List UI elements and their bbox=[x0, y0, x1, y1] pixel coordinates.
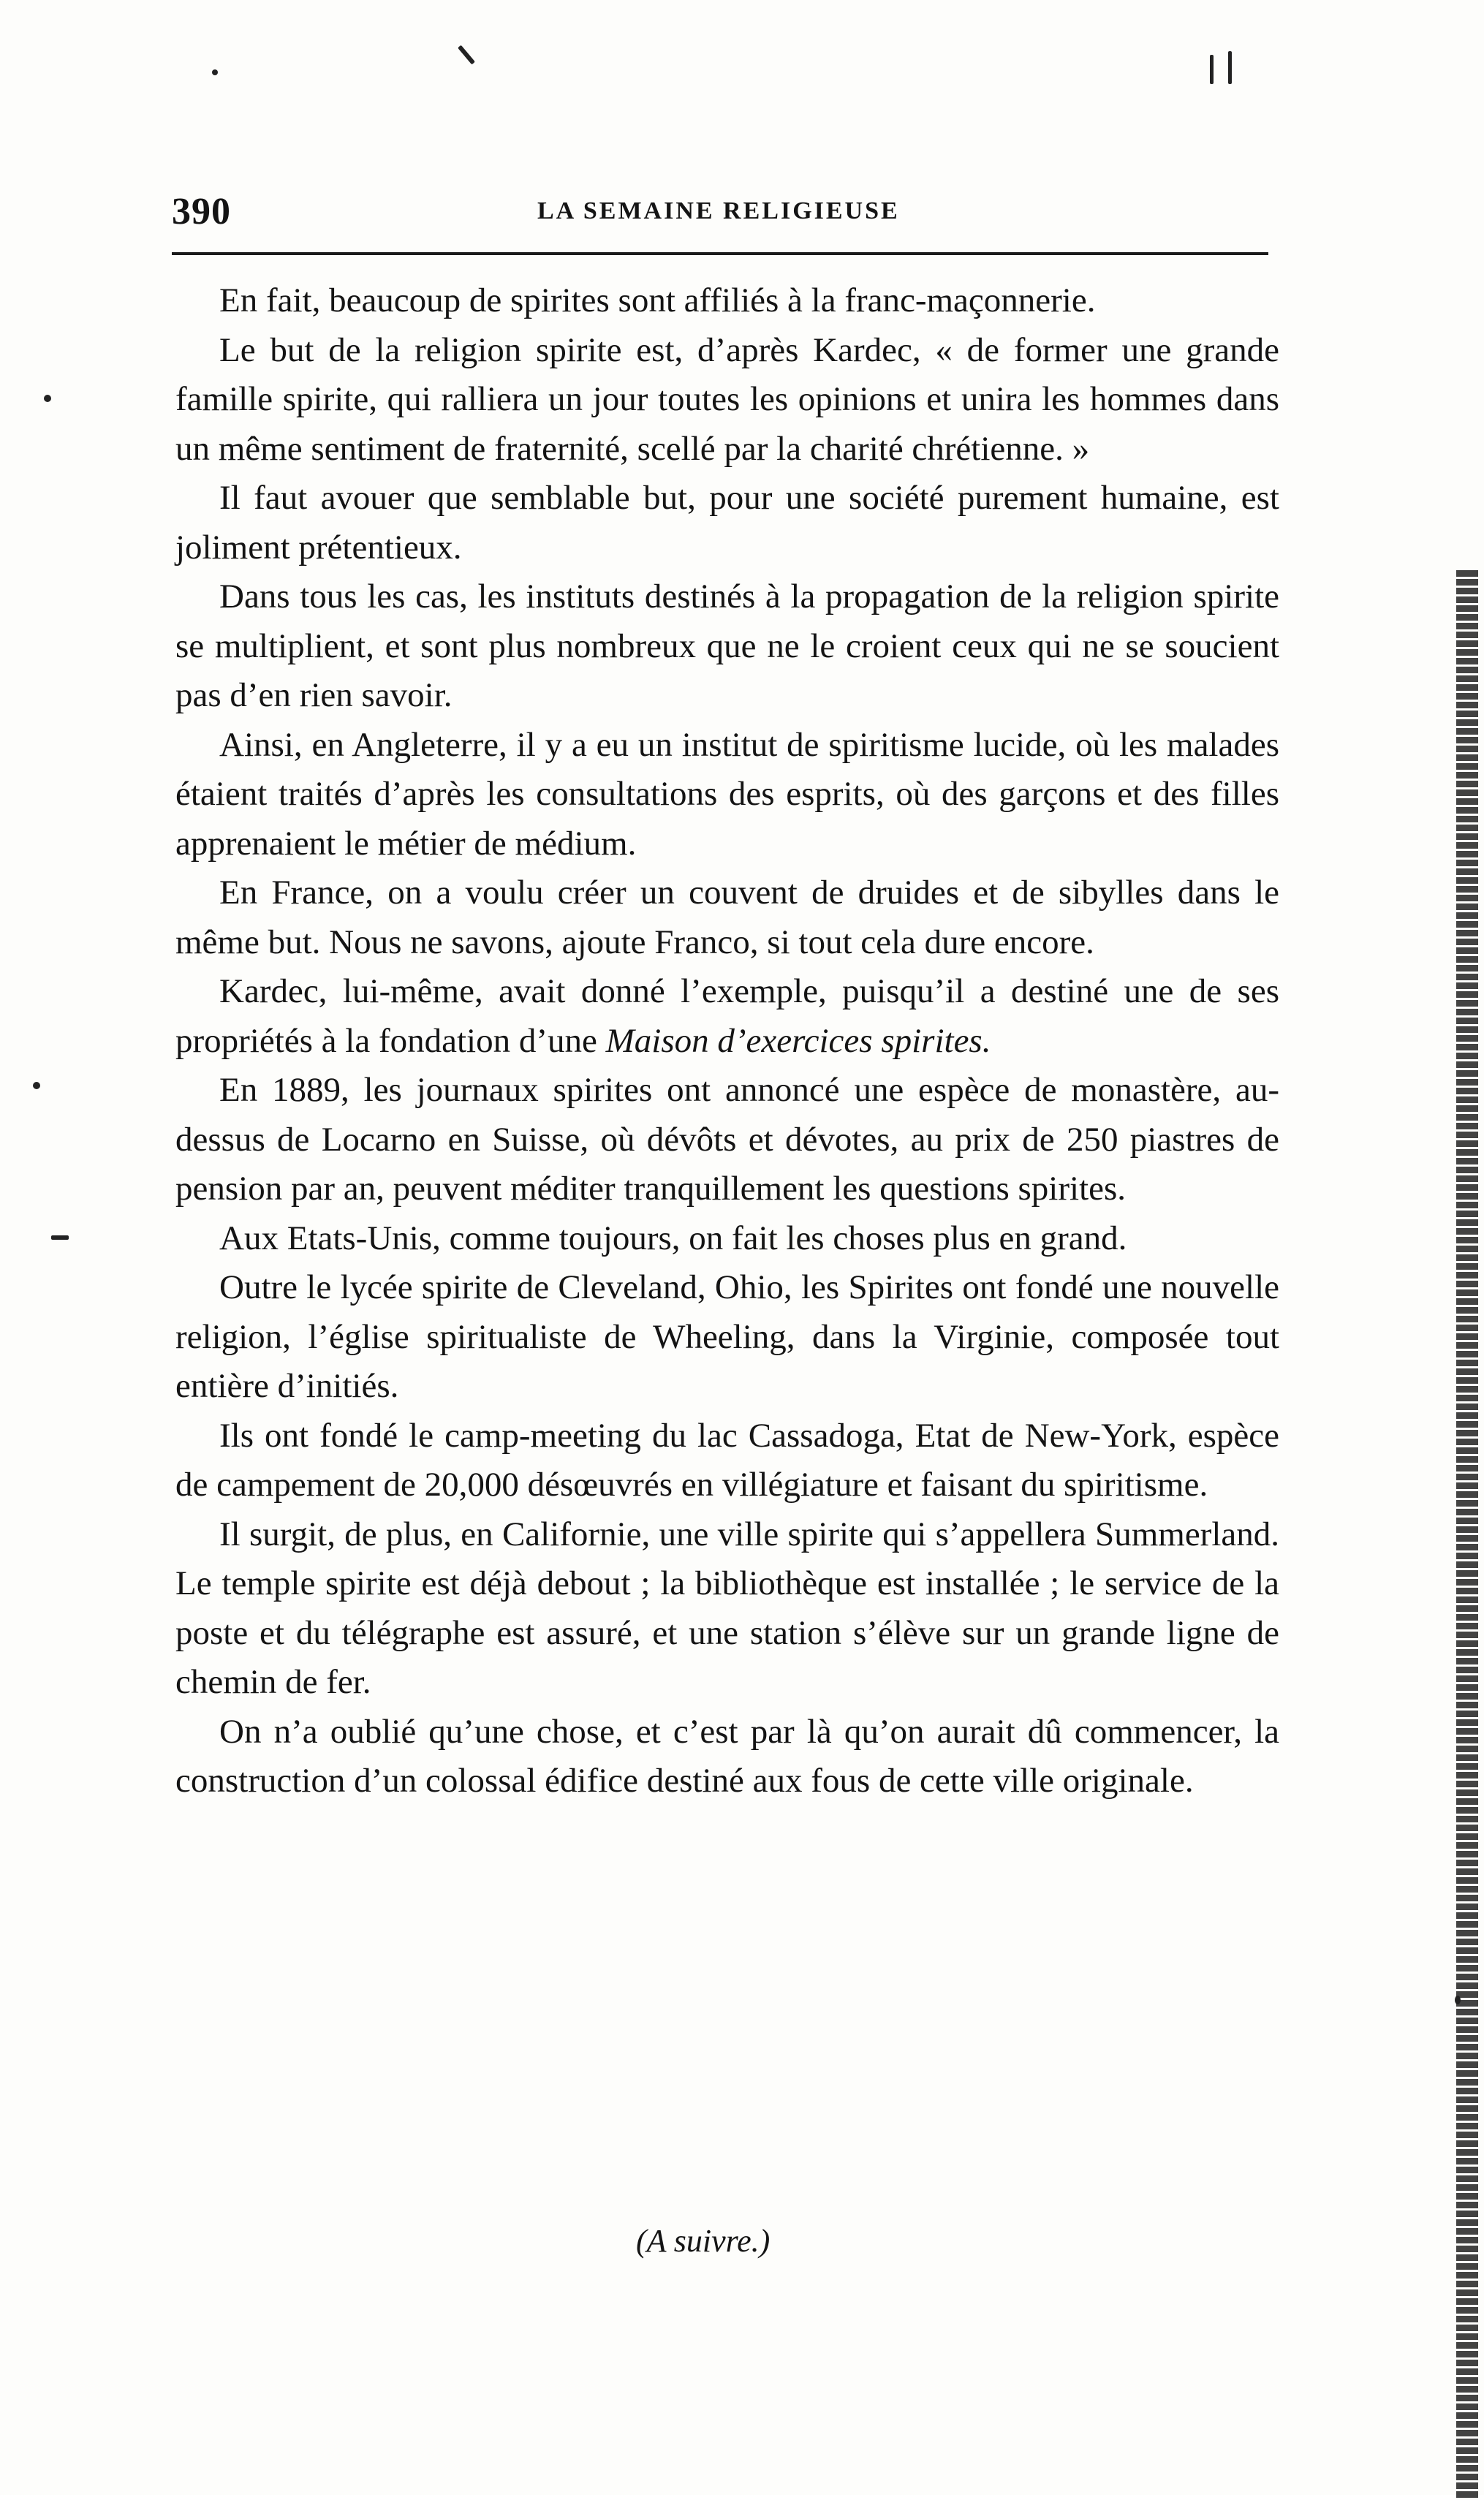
scan-speck bbox=[212, 69, 218, 75]
paragraph-pretentious: Il faut avouer que semblable but, pour une société purement humaine, est joliment prétentieux. bbox=[175, 479, 1279, 567]
scan-speck bbox=[1455, 1996, 1461, 2004]
paragraph-cleveland: Outre le lycée spirite de Cleveland, Ohio, les Spirites ont fondé une nouvelle religion, l’église spiritualiste de Wheeling, dans la Virginie, composée tout entière d’initiés. bbox=[175, 1268, 1279, 1405]
paragraph-asylum: On n’a oublié qu’une chose, et c’est par là qu’on aurait dû commencer, la construction d’un colossal édifice destiné aux fous de cette ville originale. bbox=[175, 1712, 1279, 1800]
paragraph-kardec-house bbox=[175, 967, 1279, 1066]
journal-title: LA SEMAINE RELIGIEUSE bbox=[537, 197, 900, 224]
paragraph-institutes: Dans tous les cas, les instituts destinés à la propagation de la religion spirite se multiplient, et sont plus nombreux que ne le croient ceux qui ne se soucient pas d’en rien savoir. bbox=[175, 577, 1279, 714]
paragraph-kardec-house-text: Kardec, lui-même, avait donné l’exemple, puisqu’il a destiné une de ses propriétés à la fondation d’une bbox=[175, 972, 1279, 1060]
article-body bbox=[175, 276, 1279, 1806]
scan-speck bbox=[44, 395, 51, 402]
running-head bbox=[172, 190, 1268, 241]
scan-edge-shadow bbox=[1456, 570, 1478, 2500]
scan-speck bbox=[458, 45, 475, 65]
header-rule bbox=[172, 252, 1268, 255]
scan-speck bbox=[51, 1235, 69, 1240]
paragraph-united-states: Aux Etats-Unis, comme toujours, on fait les choses plus en grand. bbox=[219, 1219, 1127, 1257]
paragraph-locarno: En 1889, les journaux spirites ont annoncé une espèce de monastère, au-dessus de Locarno en Suisse, où dévôts et dévotes, au prix de 250 piastres de pension par an, peuvent méditer tranquillement les questions spirites. bbox=[175, 1071, 1279, 1208]
scan-speck bbox=[1210, 55, 1214, 84]
paragraph-freemasonry: En fait, beaucoup de spirites sont affiliés à la franc-maçonnerie. bbox=[219, 281, 1096, 319]
paragraph-england: Ainsi, en Angleterre, il y a eu un institut de spiritisme lucide, où les malades étaient traités d’après les consultations des esprits, où des garçons et des filles apprenaient le métier de médium. bbox=[175, 725, 1279, 863]
to-be-continued: (A suivre.) bbox=[636, 2223, 771, 2259]
scan-speck bbox=[33, 1082, 40, 1089]
paragraph-kardec-goal: Le but de la religion spirite est, d’après Kardec, « de former une grande famille spirite, qui ralliera un jour toutes les opinions et unira les hommes dans un même sentiment de fraternité, scellé par la charité chrétienne. » bbox=[175, 330, 1279, 468]
scan-speck bbox=[1228, 51, 1232, 84]
paragraph-france: En France, on a voulu créer un couvent de druides et de sibylles dans le même but. Nous ne savons, ajoute Franco, si tout cela dure encore. bbox=[175, 874, 1279, 961]
italic-title: Maison d’exercices spirites. bbox=[605, 1021, 991, 1060]
paragraph-cassadoga: Ils ont fondé le camp-meeting du lac Cassadoga, Etat de New-York, espèce de campement de 20,000 désœuvrés en villégiature et faisant du spiritisme. bbox=[175, 1416, 1279, 1504]
paragraph-summerland: Il surgit, de plus, en Californie, une ville spirite qui s’appellera Summerland. Le temple spirite est déjà debout ; la bibliothèque est installée ; le service de la poste et du télégraphe est assuré, et une station s’élève sur un grande ligne de chemin de fer. bbox=[175, 1515, 1279, 1701]
page-number: 390 bbox=[172, 191, 231, 232]
